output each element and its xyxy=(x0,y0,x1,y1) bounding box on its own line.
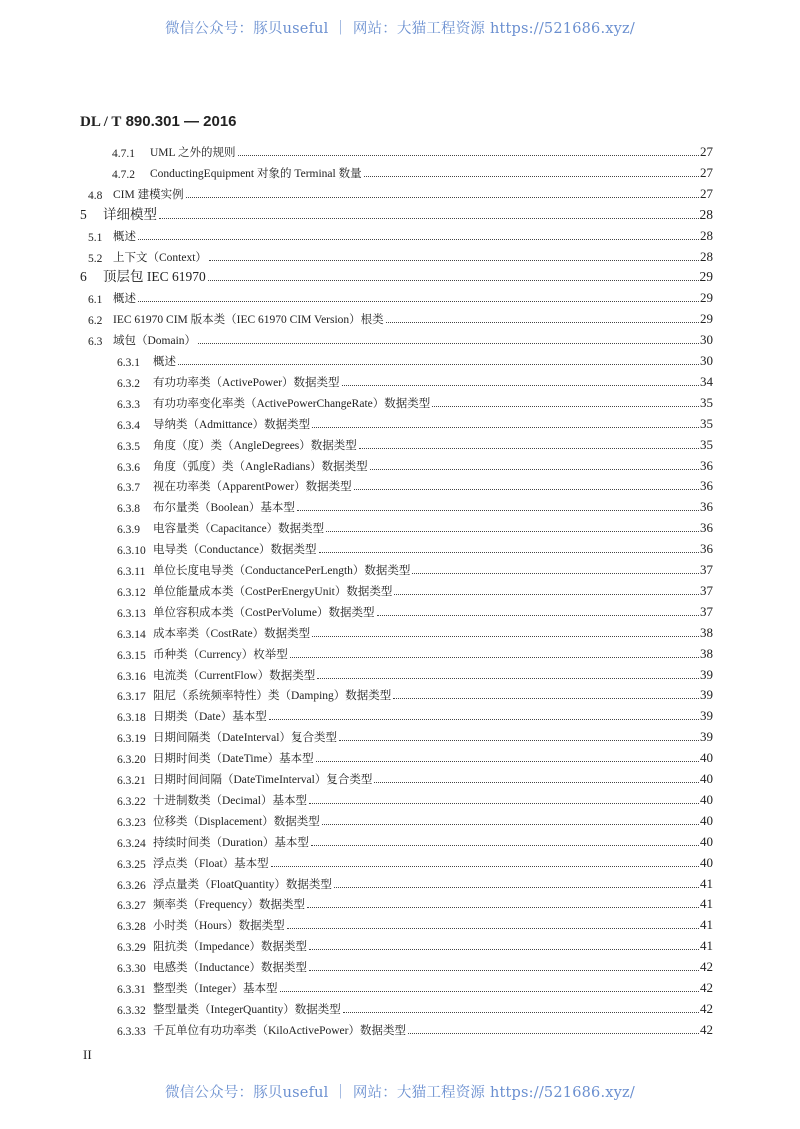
toc-entry-page: 27 xyxy=(700,164,713,180)
toc-leader-dots xyxy=(317,678,699,679)
toc-entry[interactable] xyxy=(117,537,713,557)
toc-entry-title: 小时类（Hours）数据类型 xyxy=(153,920,285,933)
toc-entry[interactable] xyxy=(117,767,713,787)
toc-entry[interactable] xyxy=(117,1018,713,1038)
toc-leader-dots xyxy=(307,907,699,908)
toc-entry-number: 6.3.2 xyxy=(117,377,140,390)
toc-entry-number: 6.3.19 xyxy=(117,733,146,746)
toc-entry[interactable] xyxy=(117,370,713,390)
toc-leader-dots xyxy=(159,218,699,219)
toc-leader-dots xyxy=(316,761,699,762)
toc-entry-number: 6.3.24 xyxy=(117,837,146,850)
toc-entry-page: 27 xyxy=(700,144,713,159)
toc-leader-dots xyxy=(386,322,699,323)
toc-entry[interactable] xyxy=(88,224,713,244)
toc-entry-page: 30 xyxy=(700,332,713,348)
toc-leader-dots xyxy=(377,615,700,616)
toc-entry-page: 40 xyxy=(700,854,713,870)
toc-entry-page: 39 xyxy=(700,687,713,703)
toc-leader-dots xyxy=(309,949,699,950)
toc-leader-dots xyxy=(290,657,699,658)
toc-entry[interactable] xyxy=(117,558,713,578)
toc-entry-title: 阻抗类（Impedance）数据类型 xyxy=(153,941,307,954)
toc-entry-number: 6.3.10 xyxy=(117,545,146,558)
toc-leader-dots xyxy=(311,845,699,846)
toc-entry[interactable] xyxy=(117,621,713,641)
document-id-prefix: DL / T xyxy=(80,114,122,130)
toc-entry-page: 34 xyxy=(700,373,713,389)
toc-entry-number: 6.1 xyxy=(88,294,103,307)
toc-entry[interactable] xyxy=(117,391,713,411)
toc-entry-title: 电感类（Inductance）数据类型 xyxy=(153,962,307,975)
toc-leader-dots xyxy=(269,719,699,720)
toc-entry[interactable] xyxy=(117,579,713,599)
toc-entry-page: 41 xyxy=(700,917,713,933)
toc-entry[interactable] xyxy=(117,830,713,850)
document-id-number: 890.301 — 2016 xyxy=(121,113,237,130)
toc-entry[interactable] xyxy=(117,892,713,912)
toc-entry-number: 4.7.1 xyxy=(112,148,135,160)
toc-entry-page: 38 xyxy=(700,624,713,640)
toc-entry-number: 6.3.7 xyxy=(117,482,140,495)
toc-entry-title: 角度（度）类（AngleDegrees）数据类型 xyxy=(153,439,357,452)
toc-entry-number: 6.3.13 xyxy=(117,607,146,620)
toc-entry-title: 单位能量成本类（CostPerEnergyUnit）数据类型 xyxy=(153,585,393,598)
toc-entry-page: 29 xyxy=(700,311,713,327)
toc-entry[interactable] xyxy=(88,307,713,327)
toc-entry[interactable] xyxy=(117,872,713,892)
toc-entry[interactable] xyxy=(88,182,713,202)
toc-leader-dots xyxy=(138,239,699,240)
toc-entry[interactable] xyxy=(88,245,713,265)
toc-entry-title: 视在功率类（ApparentPower）数据类型 xyxy=(153,481,352,494)
toc-leader-dots xyxy=(408,1033,699,1034)
toc-leader-dots xyxy=(297,510,699,511)
toc-leader-dots xyxy=(364,176,699,177)
toc-leader-dots xyxy=(339,740,699,741)
toc-entry[interactable] xyxy=(112,161,713,181)
toc-entry-page: 28 xyxy=(700,248,713,264)
toc-entry[interactable] xyxy=(117,663,713,683)
toc-entry-page: 36 xyxy=(700,499,713,515)
toc-entry[interactable] xyxy=(117,997,713,1017)
toc-entry-number: 6.3.17 xyxy=(117,691,146,704)
toc-entry-page: 37 xyxy=(700,582,713,598)
toc-entry-number: 6.3.1 xyxy=(117,357,140,369)
toc-entry-title: 日期时间间隔（DateTimeInterval）复合类型 xyxy=(153,774,373,786)
toc-entry-number: 6.3.31 xyxy=(117,984,146,996)
toc-entry-number: 6.3 xyxy=(88,336,103,349)
toc-entry-title: 布尔量类（Boolean）基本型 xyxy=(153,502,295,515)
toc-entry-page: 36 xyxy=(700,457,713,473)
toc-entry-page: 38 xyxy=(700,645,713,661)
toc-entry-page: 41 xyxy=(700,938,713,954)
toc-leader-dots xyxy=(326,531,699,532)
toc-entry-page: 35 xyxy=(700,415,713,431)
toc-entry-number: 6.3.11 xyxy=(117,566,146,578)
toc-leader-dots xyxy=(432,406,699,407)
toc-entry-number: 5.1 xyxy=(88,231,103,244)
toc-entry-number: 5 xyxy=(80,206,87,222)
toc-leader-dots xyxy=(280,991,699,992)
toc-entry-number: 6.3.12 xyxy=(117,586,146,599)
toc-entry-number: 6.3.21 xyxy=(117,775,146,787)
toc-leader-dots xyxy=(309,970,699,971)
toc-entry-page: 36 xyxy=(700,541,713,557)
toc-leader-dots xyxy=(312,636,699,637)
toc-entry-number: 6.3.33 xyxy=(117,1025,146,1038)
toc-leader-dots xyxy=(354,489,699,490)
toc-entry-page: 36 xyxy=(700,478,713,494)
toc-entry[interactable] xyxy=(88,286,713,306)
toc-entry-page: 39 xyxy=(700,729,713,745)
toc-entry-page: 41 xyxy=(700,896,713,912)
toc-entry[interactable] xyxy=(117,433,713,453)
toc-entry-title: 上下文（Context） xyxy=(113,251,207,264)
toc-leader-dots xyxy=(208,280,699,281)
toc-leader-dots xyxy=(359,448,699,449)
toc-entry-page: 41 xyxy=(700,875,713,891)
toc-entry-page: 42 xyxy=(700,1000,713,1016)
toc-entry-title: CIM 建模实例 xyxy=(113,188,184,201)
toc-entry-number: 6.3.23 xyxy=(117,816,146,829)
toc-leader-dots xyxy=(370,469,699,470)
toc-entry-page: 28 xyxy=(699,206,713,222)
toc-entry-page: 40 xyxy=(700,750,713,766)
toc-entry-page: 35 xyxy=(700,394,713,410)
toc-entry-title: 详细模型 xyxy=(103,206,157,222)
toc-entry-title: ConductingEquipment 对象的 Terminal 数量 xyxy=(150,167,362,180)
toc-entry-title: 电容量类（Capacitance）数据类型 xyxy=(153,523,325,536)
toc-leader-dots xyxy=(312,427,699,428)
toc-entry-page: 29 xyxy=(700,290,713,306)
toc-entry-title: 浮点类（Float）基本型 xyxy=(153,857,269,870)
toc-entry-title: 导纳类（Admittance）数据类型 xyxy=(153,418,311,431)
toc-entry-number: 6.3.18 xyxy=(117,712,146,725)
toc-entry-number: 6.3.15 xyxy=(117,649,146,662)
toc-entry-title: 单位容积成本类（CostPerVolume）数据类型 xyxy=(153,606,375,619)
toc-entry[interactable] xyxy=(80,265,713,285)
toc-entry-page: 36 xyxy=(700,520,713,536)
toc-entry[interactable] xyxy=(117,725,713,745)
toc-entry-title: 域包（Domain） xyxy=(113,335,197,348)
toc-entry-title: UML 之外的规则 xyxy=(150,147,236,159)
toc-entry-page: 40 xyxy=(700,791,713,807)
toc-leader-dots xyxy=(271,866,699,867)
toc-entry-number: 4.7.2 xyxy=(112,168,135,181)
toc-leader-dots xyxy=(198,343,699,344)
toc-entry-number: 6.3.25 xyxy=(117,858,146,871)
toc-entry-title: 单位长度电导类（ConductancePerLength）数据类型 xyxy=(153,565,411,577)
toc-entry-number: 6.2 xyxy=(88,315,103,328)
toc-entry-page: 35 xyxy=(700,436,713,452)
toc-entry-page: 40 xyxy=(700,833,713,849)
toc-entry-number: 6.3.3 xyxy=(117,398,140,411)
toc-entry-title: 整型类（Integer）基本型 xyxy=(153,983,278,995)
toc-entry[interactable] xyxy=(117,934,713,954)
toc-entry[interactable] xyxy=(88,328,713,348)
toc-leader-dots xyxy=(343,1012,699,1013)
toc-entry[interactable] xyxy=(117,851,713,871)
toc-entry-number: 6.3.26 xyxy=(117,879,146,892)
toc-entry[interactable] xyxy=(117,642,713,662)
toc-entry-number: 6 xyxy=(80,269,87,285)
toc-entry-title: 角度（弧度）类（AngleRadians）数据类型 xyxy=(153,460,368,473)
toc-entry-number: 6.3.5 xyxy=(117,440,140,453)
toc-entry-title: 日期间隔类（DateInterval）复合类型 xyxy=(153,732,337,745)
toc-entry-page: 39 xyxy=(700,708,713,724)
toc-entry[interactable] xyxy=(117,412,713,432)
toc-entry[interactable] xyxy=(117,516,713,536)
toc-entry-page: 42 xyxy=(700,1021,713,1037)
toc-entry-title: 阻尼（系统频率特性）类（Damping）数据类型 xyxy=(153,690,392,703)
toc-leader-dots xyxy=(178,364,699,365)
toc-leader-dots xyxy=(334,887,699,888)
toc-entry-number: 6.3.9 xyxy=(117,524,140,537)
toc-leader-dots xyxy=(412,573,699,574)
toc-entry-title: 币种类（Currency）枚举型 xyxy=(153,648,288,661)
toc-leader-dots xyxy=(342,385,699,386)
toc-entry[interactable] xyxy=(117,809,713,829)
toc-entry[interactable] xyxy=(117,955,713,975)
toc-entry-title: 日期时间类（DateTime）基本型 xyxy=(153,753,314,766)
toc-entry-page: 42 xyxy=(700,980,713,995)
toc-entry-number: 4.8 xyxy=(88,189,103,202)
toc-entry-page: 27 xyxy=(700,185,713,201)
toc-entry-number: 6.3.28 xyxy=(117,921,146,934)
toc-leader-dots xyxy=(394,594,699,595)
toc-entry-page: 40 xyxy=(700,812,713,828)
toc-entry-title: 概述 xyxy=(153,356,176,368)
toc-entry[interactable] xyxy=(117,788,713,808)
toc-leader-dots xyxy=(322,824,699,825)
toc-entry-number: 6.3.32 xyxy=(117,1004,146,1017)
toc-entry-number: 6.3.29 xyxy=(117,942,146,955)
toc-entry-title: 成本率类（CostRate）数据类型 xyxy=(153,627,311,640)
toc-entry-page: 28 xyxy=(700,227,713,243)
toc-entry-title: 浮点量类（FloatQuantity）数据类型 xyxy=(153,878,332,891)
toc-leader-dots xyxy=(209,260,699,261)
toc-leader-dots xyxy=(186,197,699,198)
toc-entry[interactable] xyxy=(117,913,713,933)
toc-entry-title: 电导类（Conductance）数据类型 xyxy=(153,544,317,557)
toc-entry-title: 整型量类（IntegerQuantity）数据类型 xyxy=(153,1003,341,1016)
toc-entry-title: 电流类（CurrentFlow）数据类型 xyxy=(153,669,316,682)
toc-entry-page: 37 xyxy=(700,603,713,619)
toc-leader-dots xyxy=(238,155,699,156)
toc-entry-number: 6.3.20 xyxy=(117,754,146,767)
toc-entry-title: 有功功率类（ActivePower）数据类型 xyxy=(153,376,340,389)
toc-entry[interactable] xyxy=(117,746,713,766)
toc-entry-number: 6.3.22 xyxy=(117,795,146,808)
toc-entry[interactable] xyxy=(117,495,713,515)
toc-leader-dots xyxy=(374,782,699,783)
toc-leader-dots xyxy=(319,552,699,553)
toc-entry-title: 日期类（Date）基本型 xyxy=(153,711,267,724)
toc-entry[interactable] xyxy=(117,454,713,474)
toc-entry-page: 39 xyxy=(700,666,713,682)
toc-entry-page: 30 xyxy=(700,353,713,368)
toc-entry[interactable] xyxy=(117,683,713,703)
toc-entry-title: 持续时间类（Duration）基本型 xyxy=(153,836,309,849)
toc-entry-page: 42 xyxy=(700,959,713,975)
toc-entry[interactable] xyxy=(117,600,713,620)
toc-entry-title: 千瓦单位有功功率类（KiloActivePower）数据类型 xyxy=(153,1024,406,1037)
toc-entry-number: 6.3.30 xyxy=(117,963,146,976)
toc-entry-title: 顶层包 IEC 61970 xyxy=(103,269,206,285)
toc-leader-dots xyxy=(309,803,699,804)
page-folio: II xyxy=(83,1047,92,1062)
toc-leader-dots xyxy=(287,928,699,929)
toc-entry-number: 6.3.14 xyxy=(117,628,146,641)
toc-entry[interactable] xyxy=(112,140,713,160)
toc-entry-title: 十进制数类（Decimal）基本型 xyxy=(153,794,307,807)
toc-entry-number: 6.3.16 xyxy=(117,670,146,683)
toc-entry-title: 概述 xyxy=(113,293,136,306)
toc-entry-title: 位移类（Displacement）数据类型 xyxy=(153,815,320,828)
toc-entry-number: 6.3.8 xyxy=(117,503,140,516)
toc-entry-number: 6.3.6 xyxy=(117,461,140,474)
toc-entry[interactable] xyxy=(117,474,713,494)
toc-entry[interactable] xyxy=(117,704,713,724)
toc-entry-number: 5.2 xyxy=(88,252,103,265)
toc-entry[interactable] xyxy=(117,976,713,996)
toc-entry-title: 概述 xyxy=(113,230,136,243)
toc-entry-page: 40 xyxy=(700,771,713,786)
document-id xyxy=(80,113,237,131)
toc-entry-title: IEC 61970 CIM 版本类（IEC 61970 CIM Version）根类 xyxy=(113,314,384,327)
toc-leader-dots xyxy=(393,698,699,699)
watermark-top: 微信公众号：豚贝useful ｜ 网站：大猫工程资源 https://521686.xyz/ xyxy=(165,21,635,37)
toc-entry-page: 29 xyxy=(699,269,713,285)
toc-entry-page: 37 xyxy=(700,562,713,577)
toc-leader-dots xyxy=(138,301,699,302)
toc-entry-number: 6.3.27 xyxy=(117,900,146,913)
toc-entry-number: 6.3.4 xyxy=(117,419,140,432)
toc-entry-title: 有功功率变化率类（ActivePowerChangeRate）数据类型 xyxy=(153,397,431,410)
toc-entry-title: 频率类（Frequency）数据类型 xyxy=(153,899,306,912)
toc-entry[interactable] xyxy=(117,349,713,369)
toc-entry[interactable] xyxy=(80,203,713,223)
watermark-bottom: 微信公众号：豚贝useful ｜ 网站：大猫工程资源 https://521686.xyz/ xyxy=(165,1085,635,1101)
